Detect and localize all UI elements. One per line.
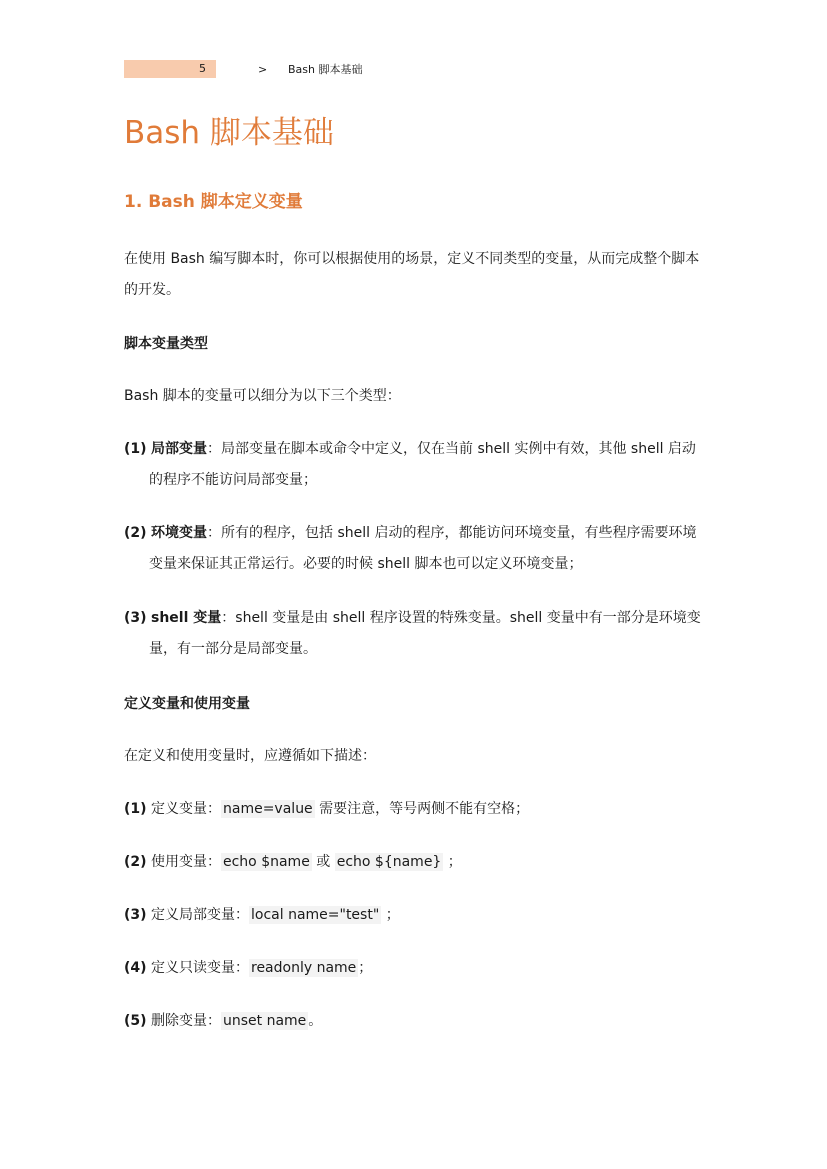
breadcrumb-separator: > <box>258 62 268 76</box>
var-types-heading: 脚本变量类型 <box>124 336 208 352</box>
page-header <box>124 60 363 78</box>
page-title: Bash 脚本基础 <box>124 115 334 151</box>
code-snippet: echo ${name} <box>336 854 442 870</box>
list-item: (2) 使用变量： echo $name 或 echo ${name} ； <box>124 854 462 870</box>
list-item: (3) 定义局部变量： local name="test" ； <box>124 907 400 923</box>
var-types-intro: Bash 脚本的变量可以细分为以下三个类型： <box>124 388 401 404</box>
breadcrumb: Bash 脚本基础 <box>288 63 363 76</box>
page-number: 5 <box>124 60 216 78</box>
list-item: (2) 环境变量：所有的程序，包括 shell 启动的程序，都能访问环境变量，有些程序需要环境变量来保证其正常运行。必要的时候 shell 脚本也可以定义环境变量； <box>124 525 697 572</box>
define-use-intro: 在定义和使用变量时，应遵循如下描述： <box>124 748 376 764</box>
section-intro: 在使用 Bash 编写脚本时，你可以根据使用的场景，定义不同类型的变量，从而完成整个脚本的开发。 <box>124 251 700 298</box>
code-snippet: name=value <box>223 801 313 817</box>
list-item: (1) 局部变量：局部变量在脚本或命令中定义，仅在当前 shell 实例中有效，其他 shell 启动的程序不能访问局部变量； <box>124 441 696 488</box>
list-item: (3) shell 变量：shell 变量是由 shell 程序设置的特殊变量。shell 变量中有一部分是环境变量，有一部分是局部变量。 <box>124 610 701 657</box>
define-use-heading: 定义变量和使用变量 <box>124 696 250 712</box>
code-snippet: echo $name <box>223 854 310 870</box>
section-heading: 1. Bash 脚本定义变量 <box>124 192 303 212</box>
list-item: (1) 定义变量： name=value 需要注意，等号两侧不能有空格； <box>124 801 530 817</box>
code-snippet: readonly name <box>251 960 357 976</box>
list-item: (5) 删除变量： unset name 。 <box>124 1013 323 1029</box>
list-item: (4) 定义只读变量： readonly name ； <box>124 960 373 976</box>
code-snippet: unset name <box>223 1013 307 1029</box>
code-snippet: local name="test" <box>251 907 380 923</box>
